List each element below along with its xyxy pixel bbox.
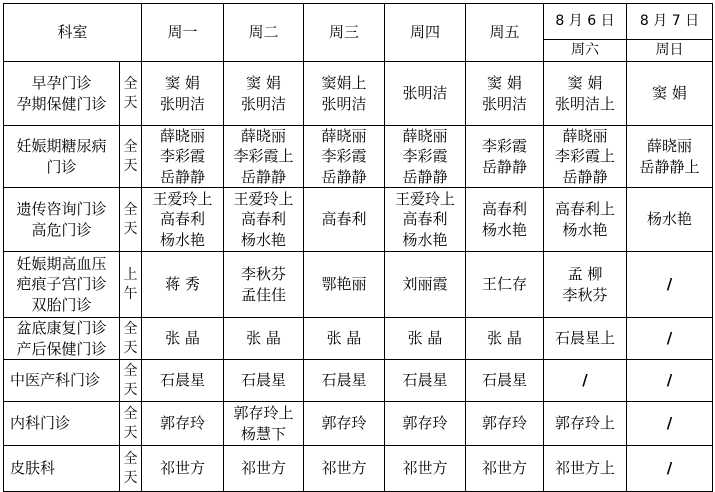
doctor-name: 窦 娟 xyxy=(652,84,687,103)
doctor-cell-wed xyxy=(304,126,385,188)
duration-char: 天 xyxy=(123,220,138,237)
doctor-cell-fri xyxy=(466,188,544,252)
schedule-row xyxy=(4,402,713,446)
header-fri: 周五 xyxy=(466,4,544,62)
duration-cell xyxy=(120,252,142,318)
doctor-name: 刘丽霞 xyxy=(402,275,448,294)
doctor-name: 岳静静 xyxy=(482,157,528,176)
doctor-cell-thu xyxy=(385,318,466,360)
department-name: 门诊 xyxy=(46,157,77,176)
doctor-name: 李秋芬 xyxy=(562,285,608,304)
department-cell xyxy=(4,402,120,446)
duration-char: 全 xyxy=(123,405,138,422)
header-sat-date: 8 月 6 日 xyxy=(544,4,627,40)
doctor-cell-sun xyxy=(627,126,713,188)
no-clinic-mark: / xyxy=(666,414,673,433)
doctor-name: 鄂艳丽 xyxy=(321,275,367,294)
department-name: 疤痕子宫门诊 xyxy=(16,275,107,294)
duration-char: 全 xyxy=(123,320,138,337)
doctor-name: 杨水艳 xyxy=(402,230,448,249)
doctor-name: 张明洁 xyxy=(482,94,528,113)
doctor-name: 窦 娟 xyxy=(567,74,603,93)
doctor-cell-thu xyxy=(385,402,466,446)
doctor-name: 窦 娟 xyxy=(246,74,281,93)
doctor-cell-mon xyxy=(142,188,224,252)
doctor-cell-sat xyxy=(544,446,627,492)
doctor-name: 薛晓丽 xyxy=(321,127,367,146)
doctor-name: 石晨星 xyxy=(402,371,448,390)
header-row xyxy=(4,4,713,40)
doctor-name: 石晨星 xyxy=(321,371,367,390)
doctor-cell-wed xyxy=(304,62,385,126)
doctor-cell-wed xyxy=(304,318,385,360)
doctor-name: 薛晓丽 xyxy=(647,137,693,156)
department-name: 遗传咨询门诊 xyxy=(16,200,107,219)
doctor-cell-mon xyxy=(142,252,224,318)
doctor-name: 杨水艳 xyxy=(241,230,287,249)
doctor-cell-fri xyxy=(466,318,544,360)
department-cell xyxy=(4,62,120,126)
doctor-cell-mon xyxy=(142,446,224,492)
doctor-name: 郭存玲 xyxy=(482,414,528,433)
doctor-cell-wed xyxy=(304,402,385,446)
duration-char: 午 xyxy=(123,285,138,302)
doctor-name: 杨水艳 xyxy=(647,210,693,229)
duration-char: 全 xyxy=(123,75,138,92)
header-sun-date: 8 月 7 日 xyxy=(627,4,713,40)
doctor-name: 石晨星 xyxy=(160,371,206,390)
department-name: 高危门诊 xyxy=(31,220,92,239)
department-cell xyxy=(4,318,120,360)
duration-cell xyxy=(120,446,142,492)
department-name: 孕期保健门诊 xyxy=(16,94,107,113)
doctor-cell-sat xyxy=(544,188,627,252)
department-name: 妊娠期糖尿病 xyxy=(16,137,107,156)
doctor-cell-thu xyxy=(385,126,466,188)
duration-char: 全 xyxy=(123,450,138,467)
doctor-cell-sat xyxy=(544,252,627,318)
doctor-cell-tue xyxy=(224,62,304,126)
duration-char: 天 xyxy=(123,424,138,441)
doctor-name: 郭存玲上 xyxy=(555,414,616,433)
doctor-cell-sun xyxy=(627,318,713,360)
duration-char: 天 xyxy=(123,157,138,174)
doctor-name: 王爱玲上 xyxy=(233,190,294,209)
duration-cell xyxy=(120,360,142,402)
doctor-name: 杨水艳 xyxy=(482,220,528,239)
department-name: 内科门诊 xyxy=(10,414,71,433)
doctor-cell-sun xyxy=(627,402,713,446)
schedule-row xyxy=(4,446,713,492)
doctor-name: 张 晶 xyxy=(165,329,200,348)
doctor-name: 祁世方 xyxy=(321,459,367,478)
schedule-row xyxy=(4,188,713,252)
doctor-cell-fri xyxy=(466,62,544,126)
department-name: 中医产科门诊 xyxy=(10,371,101,390)
department-name: 妊娠期高血压 xyxy=(16,255,107,274)
doctor-name: 李彩霞上 xyxy=(233,147,294,166)
doctor-name: 窦娟上 xyxy=(321,74,367,93)
doctor-name: 高春利 xyxy=(482,200,528,219)
doctor-name: 张明洁 xyxy=(241,94,287,113)
doctor-name: 王仁存 xyxy=(482,275,528,294)
doctor-name: 薛晓丽 xyxy=(241,127,287,146)
department-cell xyxy=(4,252,120,318)
department-cell xyxy=(4,188,120,252)
department-name: 产后保健门诊 xyxy=(16,339,107,358)
doctor-name: 郭存玲 xyxy=(402,414,448,433)
department-cell xyxy=(4,126,120,188)
doctor-cell-wed xyxy=(304,360,385,402)
doctor-cell-tue xyxy=(224,252,304,318)
no-clinic-mark: / xyxy=(666,329,673,348)
doctor-name: 薛晓丽 xyxy=(562,127,608,146)
doctor-cell-thu xyxy=(385,446,466,492)
doctor-name: 张明洁上 xyxy=(555,94,616,113)
doctor-name: 张明洁 xyxy=(160,94,206,113)
department-name: 皮肤科 xyxy=(10,459,56,478)
doctor-cell-sun xyxy=(627,188,713,252)
doctor-name: 郭存玲 xyxy=(160,414,206,433)
doctor-name: 张明洁 xyxy=(321,94,367,113)
duration-char: 天 xyxy=(123,381,138,398)
no-clinic-mark: / xyxy=(666,275,673,294)
doctor-name: 高春利 xyxy=(321,210,367,229)
doctor-cell-mon xyxy=(142,62,224,126)
doctor-name: 石晨星 xyxy=(482,371,528,390)
doctor-name: 王爱玲上 xyxy=(395,190,456,209)
duration-cell xyxy=(120,62,142,126)
doctor-name: 高春利 xyxy=(402,210,448,229)
duration-char: 天 xyxy=(123,469,138,486)
clinic-schedule-table xyxy=(3,3,713,492)
doctor-cell-sun xyxy=(627,446,713,492)
doctor-cell-wed xyxy=(304,188,385,252)
schedule-row xyxy=(4,62,713,126)
doctor-cell-mon xyxy=(142,318,224,360)
doctor-cell-tue xyxy=(224,446,304,492)
doctor-cell-fri xyxy=(466,360,544,402)
duration-cell xyxy=(120,188,142,252)
doctor-name: 杨水艳 xyxy=(562,220,608,239)
duration-char: 天 xyxy=(123,339,138,356)
doctor-name: 蒋 秀 xyxy=(165,275,200,294)
doctor-name: 高春利 xyxy=(241,210,287,229)
duration-cell xyxy=(120,318,142,360)
doctor-cell-sat xyxy=(544,402,627,446)
doctor-name: 石晨星 xyxy=(241,371,287,390)
doctor-name: 祁世方 xyxy=(241,459,287,478)
doctor-cell-fri xyxy=(466,446,544,492)
doctor-name: 张 晶 xyxy=(487,329,522,348)
doctor-name: 薛晓丽 xyxy=(402,127,448,146)
doctor-name: 王爱玲上 xyxy=(152,190,213,209)
doctor-cell-thu xyxy=(385,252,466,318)
doctor-cell-wed xyxy=(304,252,385,318)
header-mon: 周一 xyxy=(142,4,224,62)
duration-char: 全 xyxy=(123,201,138,218)
doctor-name: 李彩霞 xyxy=(482,137,528,156)
doctor-cell-sun xyxy=(627,252,713,318)
doctor-name: 祁世方 xyxy=(482,459,528,478)
doctor-name: 窦 娟 xyxy=(487,74,522,93)
doctor-name: 岳静静 xyxy=(321,167,367,186)
doctor-name: 窦 娟 xyxy=(165,74,200,93)
header-department: 科室 xyxy=(4,4,142,62)
doctor-name: 张 晶 xyxy=(326,329,362,348)
header-sun: 周日 xyxy=(627,40,713,62)
duration-cell xyxy=(120,126,142,188)
doctor-name: 祁世方 xyxy=(160,459,206,478)
doctor-name: 李彩霞 xyxy=(160,147,206,166)
doctor-name: 孟佳佳 xyxy=(241,285,287,304)
doctor-cell-sun xyxy=(627,360,713,402)
doctor-name: 张明洁 xyxy=(402,84,448,103)
no-clinic-mark: / xyxy=(666,459,673,478)
doctor-cell-thu xyxy=(385,62,466,126)
doctor-cell-thu xyxy=(385,360,466,402)
doctor-cell-sat xyxy=(544,62,627,126)
doctor-cell-sat xyxy=(544,126,627,188)
department-cell xyxy=(4,360,120,402)
doctor-cell-thu xyxy=(385,188,466,252)
doctor-cell-sat xyxy=(544,318,627,360)
duration-char: 全 xyxy=(123,362,138,379)
doctor-cell-mon xyxy=(142,402,224,446)
duration-char: 全 xyxy=(123,138,138,155)
doctor-cell-fri xyxy=(466,402,544,446)
doctor-cell-wed xyxy=(304,446,385,492)
doctor-name: 薛晓丽 xyxy=(160,127,206,146)
schedule-row xyxy=(4,360,713,402)
doctor-name: 祁世方上 xyxy=(555,459,616,478)
department-cell xyxy=(4,446,120,492)
schedule-row xyxy=(4,318,713,360)
doctor-cell-mon xyxy=(142,360,224,402)
doctor-cell-tue xyxy=(224,318,304,360)
doctor-name: 李彩霞 xyxy=(321,147,367,166)
doctor-cell-fri xyxy=(466,252,544,318)
schedule-row xyxy=(4,126,713,188)
doctor-cell-tue xyxy=(224,188,304,252)
header-wed: 周三 xyxy=(304,4,385,62)
doctor-name: 石晨星上 xyxy=(555,329,616,348)
doctor-name: 杨慧下 xyxy=(241,424,287,443)
doctor-cell-sun xyxy=(627,62,713,126)
no-clinic-mark: / xyxy=(582,371,588,390)
doctor-name: 岳静静 xyxy=(402,167,448,186)
doctor-name: 李彩霞 xyxy=(402,147,448,166)
doctor-cell-tue xyxy=(224,402,304,446)
header-sat: 周六 xyxy=(544,40,627,62)
doctor-cell-fri xyxy=(466,126,544,188)
doctor-cell-mon xyxy=(142,126,224,188)
no-clinic-mark: / xyxy=(666,371,673,390)
doctor-name: 岳静静上 xyxy=(639,157,700,176)
doctor-name: 郭存玲上 xyxy=(233,404,294,423)
doctor-name: 高春利上 xyxy=(555,200,616,219)
doctor-name: 张 晶 xyxy=(407,329,443,348)
department-name: 盆底康复门诊 xyxy=(16,319,107,338)
doctor-cell-tue xyxy=(224,360,304,402)
doctor-name: 李彩霞上 xyxy=(555,147,616,166)
duration-char: 天 xyxy=(123,94,138,111)
duration-char: 上 xyxy=(123,266,138,283)
doctor-name: 郭存玲 xyxy=(321,414,367,433)
doctor-name: 岳静静 xyxy=(562,167,608,186)
doctor-name: 杨水艳 xyxy=(160,230,206,249)
doctor-name: 李秋芬 xyxy=(241,265,287,284)
department-name: 早孕门诊 xyxy=(31,74,92,93)
doctor-name: 高春利 xyxy=(160,210,206,229)
doctor-name: 祁世方 xyxy=(402,459,448,478)
department-name: 双胎门诊 xyxy=(31,295,92,314)
header-tue: 周二 xyxy=(224,4,304,62)
doctor-name: 孟 柳 xyxy=(567,265,603,284)
schedule-row xyxy=(4,252,713,318)
doctor-name: 张 晶 xyxy=(246,329,281,348)
doctor-cell-sat xyxy=(544,360,627,402)
doctor-name: 岳静静 xyxy=(160,167,206,186)
doctor-name: 岳静静 xyxy=(241,167,287,186)
duration-cell xyxy=(120,402,142,446)
header-thu: 周四 xyxy=(385,4,466,62)
doctor-cell-tue xyxy=(224,126,304,188)
